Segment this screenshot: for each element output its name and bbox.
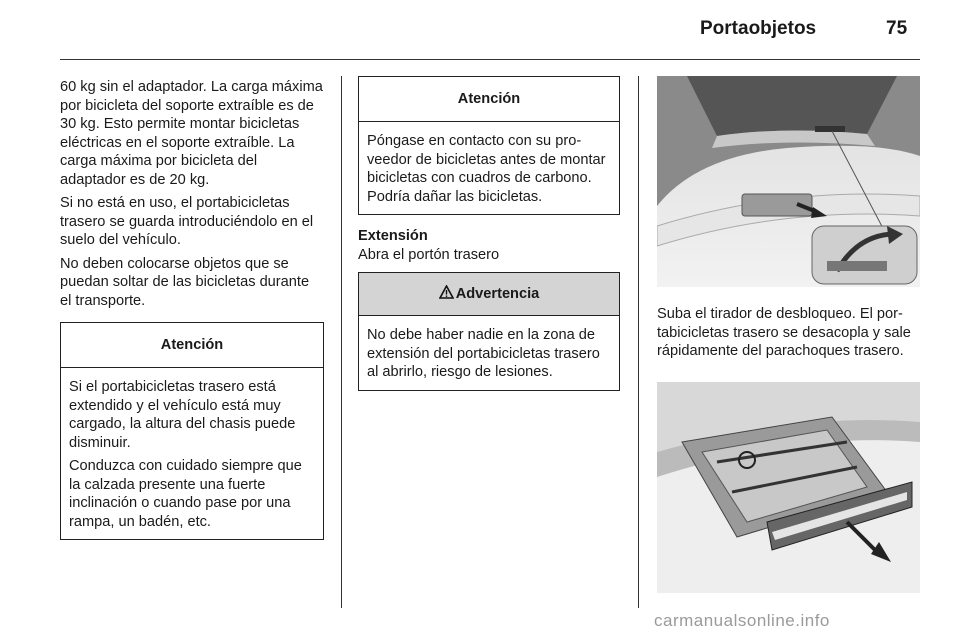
notice-text: Póngase en contacto con su proveedor de bicicletas antes de montar bicicletas con cuadros de carbono. Podría dañar las bicicletas. [367, 133, 606, 205]
paragraph: No deben colocarse objetos que se puedan soltar de las bicicletas durante el transporte. [60, 255, 310, 309]
column-divider [341, 76, 342, 608]
column-divider [638, 76, 639, 608]
notice-text: Conduzca con cuidado siempre que la calzada presente una fuerte inclinación o cuando pase por una rampa, un badén, etc. [69, 458, 302, 530]
notice-title: Atención [359, 77, 619, 122]
paragraph: Si no está en uso, el portabicicletas trasero se guarda introduciéndolo en el suelo del vehículo. [60, 195, 314, 248]
warning-text: No debe haber nadie en la zona de extensión del portabicicletas trasero al abrirlo, riesgo de lesiones. [367, 327, 600, 380]
bike-carrier-extended-illustration [657, 382, 920, 593]
watermark: carmanualsonline.info [654, 611, 830, 630]
notice-title: Atención [61, 323, 323, 368]
section-heading: Extensión [358, 228, 428, 244]
column-2 [358, 76, 620, 391]
figure-caption: Suba el tirador de desbloqueo. El portabicicletas trasero se desacopla y sale rápidamente del parachoques trasero. [657, 306, 911, 359]
warning-header [359, 273, 619, 316]
warning-box [358, 272, 620, 391]
notice-box [60, 322, 324, 540]
tailgate-release-illustration [657, 76, 920, 287]
warning-title: Advertencia [455, 286, 540, 302]
page-title: Portaobjetos [700, 18, 817, 39]
header-divider [60, 59, 920, 60]
notice-text: Si el portabicicletas trasero está extendido y el vehículo está muy cargado, la altura del chasis puede disminuir. [69, 379, 296, 451]
section-text: Abra el portón trasero [358, 246, 500, 263]
page-number: 75 [886, 18, 908, 39]
paragraph: 60 kg sin el adaptador. La carga máxima por bicicleta del soporte extraíble es de 30 kg. Esto permite montar bicicletas eléctricas en el soporte extraíble. La carga máxima por bicicleta del adaptador es de 20 kg. [60, 79, 323, 188]
notice-box [358, 76, 620, 215]
column-3 [657, 305, 921, 366]
warning-triangle-icon [439, 273, 454, 315]
column-1 [60, 78, 324, 540]
